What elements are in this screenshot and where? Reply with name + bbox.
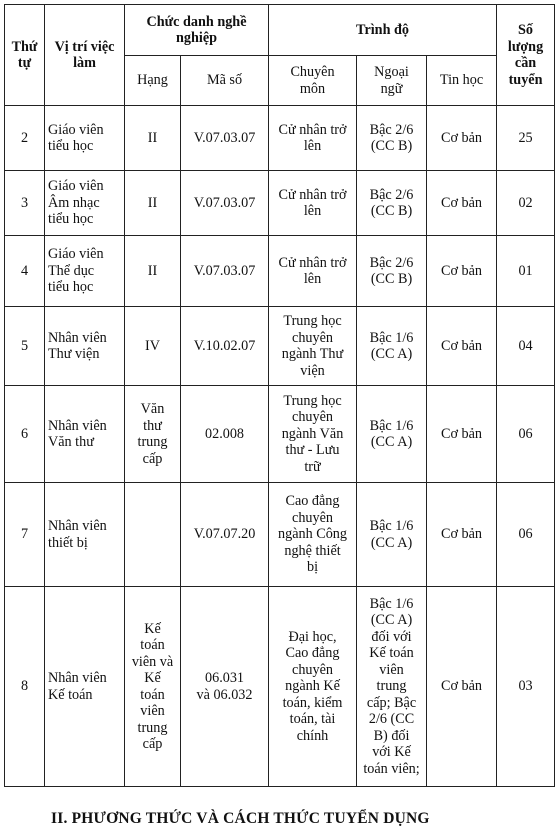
cell-it: Cơ bản <box>427 307 497 386</box>
header-title-group: Chức danh nghề nghiệp <box>125 5 269 56</box>
cell-major: Cử nhân trở lên <box>269 171 357 236</box>
recruitment-table <box>4 4 555 787</box>
cell-rank: II <box>125 106 181 171</box>
cell-language: Bậc 1/6 (CC A) <box>357 483 427 587</box>
cell-rank: II <box>125 171 181 236</box>
table-row <box>5 171 555 236</box>
cell-position: Nhân viên Thư viện <box>45 307 125 386</box>
cell-stt: 6 <box>5 386 45 483</box>
cell-major: Cử nhân trở lên <box>269 106 357 171</box>
section-title: II. PHƯƠNG THỨC VÀ CÁCH THỨC TUYỂN DỤNG <box>51 810 430 827</box>
cell-stt: 8 <box>5 587 45 787</box>
cell-rank: IV <box>125 307 181 386</box>
cell-position: Nhân viên Kế toán <box>45 587 125 787</box>
cell-code: V.07.03.07 <box>181 236 269 307</box>
cell-code: V.07.03.07 <box>181 171 269 236</box>
table-row <box>5 587 555 787</box>
cell-language: Bậc 1/6 (CC A) <box>357 386 427 483</box>
cell-stt: 4 <box>5 236 45 307</box>
header-position: Vị trí việc làm <box>45 5 125 106</box>
cell-position: Nhân viên thiết bị <box>45 483 125 587</box>
cell-stt: 5 <box>5 307 45 386</box>
cell-it: Cơ bản <box>427 483 497 587</box>
header-rank: Hạng <box>125 56 181 106</box>
cell-language: Bậc 2/6 (CC B) <box>357 106 427 171</box>
cell-code: V.07.03.07 <box>181 106 269 171</box>
cell-qty: 01 <box>497 236 555 307</box>
header-major: Chuyên môn <box>269 56 357 106</box>
cell-position: Nhân viên Văn thư <box>45 386 125 483</box>
cell-qty: 03 <box>497 587 555 787</box>
cell-major: Trung học chuyên ngành Thư viện <box>269 307 357 386</box>
header-code: Mã số <box>181 56 269 106</box>
table-row <box>5 386 555 483</box>
cell-major: Trung học chuyên ngành Văn thư - Lưu trữ <box>269 386 357 483</box>
cell-language: Bậc 1/6 (CC A) đối với Kế toán viên trung cấp; Bậc 2/6 (CC B) đối với Kế toán viên; <box>357 587 427 787</box>
cell-it: Cơ bản <box>427 236 497 307</box>
table-row <box>5 307 555 386</box>
table-row <box>5 236 555 307</box>
header-stt: Thứ tự <box>5 5 45 106</box>
cell-it: Cơ bản <box>427 386 497 483</box>
cell-rank: II <box>125 236 181 307</box>
cell-stt: 2 <box>5 106 45 171</box>
cell-qty: 02 <box>497 171 555 236</box>
cell-code: V.07.07.20 <box>181 483 269 587</box>
cell-major: Đại học, Cao đẳng chuyên ngành Kế toán, kiểm toán, tài chính <box>269 587 357 787</box>
cell-position: Giáo viên Thể dục tiểu học <box>45 236 125 307</box>
cell-stt: 7 <box>5 483 45 587</box>
header-it: Tin học <box>427 56 497 106</box>
table-row <box>5 483 555 587</box>
cell-language: Bậc 2/6 (CC B) <box>357 171 427 236</box>
cell-qty: 04 <box>497 307 555 386</box>
cell-it: Cơ bản <box>427 106 497 171</box>
cell-code: V.10.02.07 <box>181 307 269 386</box>
cell-position: Giáo viên tiểu học <box>45 106 125 171</box>
header-quantity: Số lượng cần tuyển <box>497 5 555 106</box>
cell-qty: 25 <box>497 106 555 171</box>
header-language: Ngoại ngữ <box>357 56 427 106</box>
table-row <box>5 106 555 171</box>
cell-qty: 06 <box>497 483 555 587</box>
cell-stt: 3 <box>5 171 45 236</box>
cell-code: 02.008 <box>181 386 269 483</box>
cell-rank: Kế toán viên và Kế toán viên trung cấp <box>125 587 181 787</box>
cell-language: Bậc 1/6 (CC A) <box>357 307 427 386</box>
cell-it: Cơ bản <box>427 587 497 787</box>
cell-language: Bậc 2/6 (CC B) <box>357 236 427 307</box>
cell-rank: Văn thư trung cấp <box>125 386 181 483</box>
header-level-group: Trình độ <box>269 5 497 56</box>
cell-code: 06.031 và 06.032 <box>181 587 269 787</box>
cell-rank <box>125 483 181 587</box>
cell-position: Giáo viên Âm nhạc tiểu học <box>45 171 125 236</box>
cell-major: Cử nhân trở lên <box>269 236 357 307</box>
cell-qty: 06 <box>497 386 555 483</box>
cell-it: Cơ bản <box>427 171 497 236</box>
cell-major: Cao đẳng chuyên ngành Công nghệ thiết bị <box>269 483 357 587</box>
